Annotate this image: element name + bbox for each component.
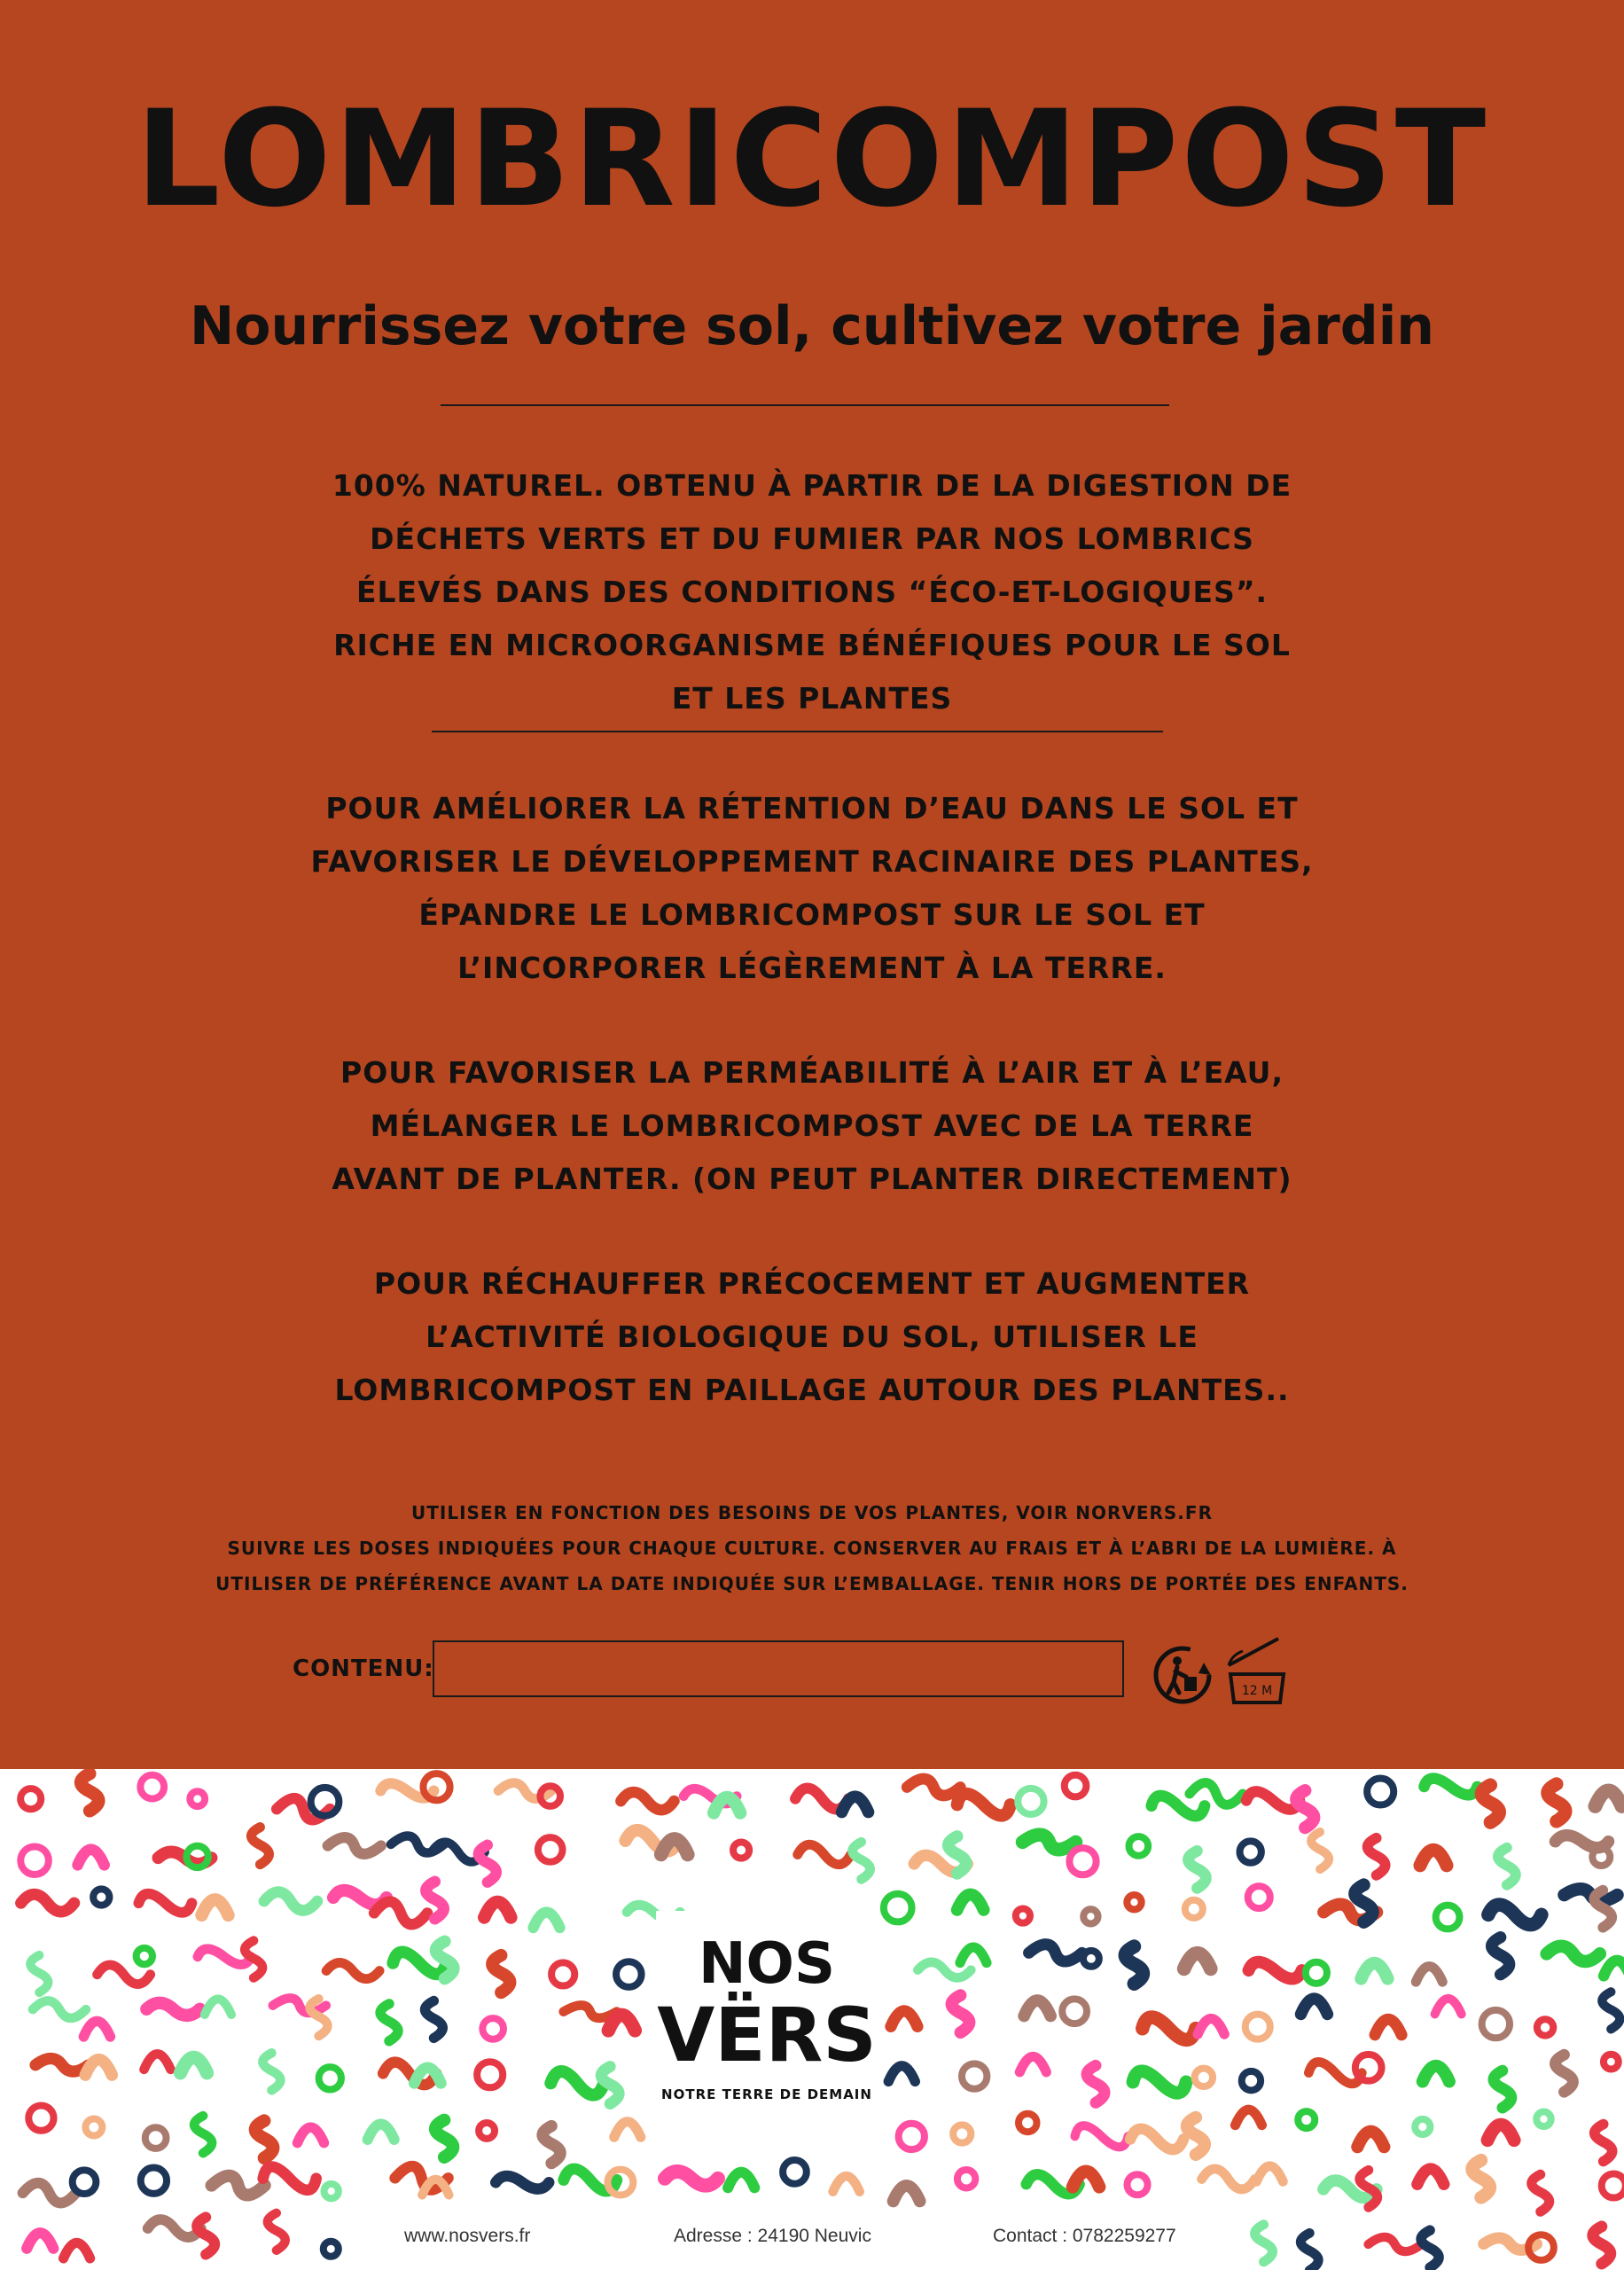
worm-shape xyxy=(1242,2071,1261,2090)
worm-shape xyxy=(190,1791,205,1806)
worm-shape xyxy=(1357,2132,1384,2148)
worm-shape xyxy=(1602,2173,1624,2197)
worm-shape xyxy=(1602,1992,1620,2029)
worm-shape xyxy=(833,2176,860,2192)
worm-shape xyxy=(180,2057,207,2073)
worm-shape xyxy=(28,2105,53,2130)
usage-paragraph-1: POUR AMÉLIORER LA RÉTENTION D’EAU DANS LE SOL ET FAVORISER LE DÉVELOPPEMENT RACINAIRE DES PLANTES, ÉPANDRE LE LOMBRICOMPOST SUR LE SOL ET L’INCORPORER LÉGÈREMENT À LA TERRE. xyxy=(310,791,1314,985)
worm-shape xyxy=(1532,2174,1550,2211)
worm-shape xyxy=(324,2242,339,2257)
worm-shape xyxy=(957,1794,1011,1816)
worm-shape xyxy=(1492,1937,1510,1975)
worm-shape xyxy=(1195,2069,1213,2086)
worm-shape xyxy=(1595,2125,1612,2162)
logo-line-1: NOS xyxy=(698,1931,836,1997)
worm-shape xyxy=(1075,2125,1128,2147)
worm-shape xyxy=(1125,1946,1143,1984)
worm-shape xyxy=(1018,1789,1043,1814)
worm-shape xyxy=(1133,2071,1186,2093)
worm-shape xyxy=(1487,2125,1514,2141)
worm-shape xyxy=(534,1913,560,1929)
worm-shape xyxy=(1355,2055,1382,2081)
worm-shape xyxy=(1498,1848,1516,1885)
worm-shape xyxy=(1482,2010,1510,2038)
worm-shape xyxy=(1087,2065,1105,2102)
worm-shape xyxy=(194,2116,212,2153)
worm-shape xyxy=(1019,2056,1046,2072)
worm-shape xyxy=(1367,1778,1394,1804)
worm-shape xyxy=(1202,2169,1255,2189)
worm-shape xyxy=(20,1789,41,1809)
fine-print-line-2: SUIVRE LES DOSES INDIQUÉES POUR CHAQUE CULTURE. CONSERVER AU FRAIS ET À L’ABRI DE LA LUMIÈRE. À UTILISER DE PRÉFÉRENCE AVANT LA DATE INDIQUÉE SUR L’EMBALLAGE. TENIR HORS DE PORTÉE DES ENFANTS. xyxy=(215,1538,1409,1594)
worm-shape xyxy=(1069,1848,1096,1875)
worm-shape xyxy=(1604,1961,1624,1976)
worm-shape xyxy=(543,2126,560,2164)
worm-shape xyxy=(1595,1790,1621,1806)
worm-shape xyxy=(435,2120,453,2157)
usage-paragraph-3: POUR RÉCHAUFFER PRÉCOCEMENT ET AUGMENTER L’ACTIVITÉ BIOLOGIQUE DU SOL, UTILISER LE LOMBRICOMPOST EN PAILLAGE AUTOUR DES PLANTES.. xyxy=(334,1266,1290,1407)
worm-shape xyxy=(137,1948,152,1964)
worm-shape xyxy=(953,2125,971,2142)
worm-shape xyxy=(608,2015,635,2031)
worm-shape xyxy=(263,2167,316,2190)
worm-shape xyxy=(83,2021,110,2037)
worm-shape xyxy=(73,2170,97,2194)
worm-shape xyxy=(1023,1835,1076,1850)
worm-shape xyxy=(479,2123,495,2139)
footer-website: www.nosvers.fr xyxy=(399,2224,535,2249)
worm-shape xyxy=(798,1844,851,1864)
worm-shape xyxy=(842,1796,869,1812)
worm-shape xyxy=(264,1892,317,1911)
worm-shape xyxy=(665,2172,718,2186)
worm-shape xyxy=(1604,2055,1619,2070)
worm-shape xyxy=(960,1947,987,1963)
worm-shape xyxy=(140,1775,164,1799)
worm-shape xyxy=(951,1995,969,2032)
worm-shape xyxy=(93,1889,109,1905)
recycling-person-icon xyxy=(1151,1643,1214,1707)
worm-shape xyxy=(141,2168,167,2194)
worm-shape xyxy=(197,2217,215,2254)
worm-shape xyxy=(328,1837,381,1854)
logo-tagline: NOTRE TERRE DE DEMAIN xyxy=(661,2086,872,2102)
worm-shape xyxy=(1185,1900,1203,1918)
product-title: LOMBRICOMPOST xyxy=(135,82,1489,237)
fine-print-line-1: UTILISER EN FONCTION DES BESOINS DE VOS PLANTES, VOIR NORVERS.FR xyxy=(411,1502,1213,1523)
worm-shape xyxy=(1548,1784,1565,1821)
worm-shape xyxy=(1187,2117,1205,2155)
contenu-label: CONTENU: xyxy=(293,1656,434,1682)
worm-shape xyxy=(1555,2055,1573,2092)
worm-shape xyxy=(783,2160,807,2184)
worm-shape xyxy=(1435,1999,1462,2015)
worm-shape xyxy=(144,2054,170,2070)
worm-shape xyxy=(616,1961,642,1987)
worm-shape xyxy=(1494,2070,1511,2108)
worm-shape xyxy=(1128,2174,1148,2195)
worm-shape xyxy=(1592,1848,1610,1866)
worm-shape xyxy=(255,2121,273,2158)
worm-shape xyxy=(1472,2160,1490,2197)
worm-shape xyxy=(324,2184,339,2198)
worm-shape xyxy=(888,2066,915,2082)
worm-shape xyxy=(492,1955,510,1992)
worm-shape xyxy=(186,1846,207,1867)
worm-shape xyxy=(1016,1908,1030,1922)
worm-shape xyxy=(138,1894,191,1913)
worm-shape xyxy=(98,1965,151,1984)
nosvers-logo xyxy=(656,1911,878,2115)
worm-shape xyxy=(85,2119,102,2136)
worm-shape xyxy=(894,2186,920,2202)
worm-shape xyxy=(484,1902,511,1918)
worm-shape xyxy=(1298,2111,1315,2128)
worm-shape xyxy=(1248,1962,1301,1979)
worm-shape xyxy=(538,1837,563,1862)
worm-shape xyxy=(1130,2129,1183,2149)
worm-shape xyxy=(262,2053,280,2090)
worm-shape xyxy=(1235,2110,1261,2125)
worm-shape xyxy=(1417,2169,1444,2185)
worm-shape xyxy=(1024,2000,1050,2016)
worm-shape xyxy=(1306,1962,1327,1984)
worm-shape xyxy=(27,2233,53,2249)
worm-shape xyxy=(1255,2225,1273,2262)
worm-shape xyxy=(35,2059,89,2072)
worm-shape xyxy=(78,1850,105,1866)
open-jar-12m-icon xyxy=(1223,1630,1291,1708)
divider-middle xyxy=(432,731,1163,732)
worm-shape xyxy=(1256,2166,1283,2182)
worm-shape xyxy=(1152,1796,1205,1816)
worm-shape xyxy=(1361,1963,1387,1979)
pao-label: 12 M xyxy=(1241,1684,1273,1698)
worm-shape xyxy=(1368,1838,1386,1875)
worm-shape xyxy=(85,2060,112,2076)
worm-shape xyxy=(496,2176,549,2189)
worm-shape xyxy=(245,1941,262,1978)
worm-shape xyxy=(1184,1953,1211,1969)
worm-shape xyxy=(1436,1906,1460,1930)
worm-shape xyxy=(205,1999,231,2015)
worm-shape xyxy=(1062,1999,1087,2023)
worm-shape xyxy=(733,1842,749,1858)
worm-shape xyxy=(1190,1783,1243,1805)
worm-shape xyxy=(551,1962,574,1985)
worm-shape xyxy=(1547,1946,1600,1961)
logo-line-2: VËRS xyxy=(657,1992,877,2078)
worm-shape xyxy=(23,2183,76,2203)
worm-shape xyxy=(1369,2237,1422,2251)
worm-shape xyxy=(621,1792,674,1810)
worm-shape xyxy=(212,2176,265,2196)
worm-shape xyxy=(1416,1967,1442,1983)
worm-shape xyxy=(1375,2019,1401,2035)
worm-shape xyxy=(1129,1836,1149,1856)
worm-shape xyxy=(1415,2119,1430,2134)
worm-shape xyxy=(962,2063,987,2088)
worm-shape xyxy=(1420,1850,1447,1866)
worm-shape xyxy=(1296,1790,1314,1828)
worm-shape xyxy=(1593,2227,1611,2264)
worm-shape xyxy=(1198,2019,1224,2035)
worm-shape xyxy=(1536,2112,1551,2127)
worm-shape xyxy=(268,2213,285,2250)
worm-shape xyxy=(1537,2019,1553,2035)
worm-shape xyxy=(891,2011,917,2027)
worm-shape xyxy=(957,1894,984,1910)
worm-shape xyxy=(899,2124,925,2149)
worm-shape xyxy=(30,1955,48,1992)
worm-shape xyxy=(1029,1945,1082,1961)
worm-shape xyxy=(479,1845,496,1883)
worm-shape xyxy=(1424,1779,1477,1796)
worm-shape xyxy=(33,2000,86,2018)
worm-shape xyxy=(202,1899,229,1915)
worm-shape xyxy=(374,1901,427,1924)
contenu-field xyxy=(433,1640,1124,1697)
worm-shape xyxy=(20,1846,49,1875)
worm-shape xyxy=(1248,1886,1270,1908)
worm-shape xyxy=(145,2127,167,2149)
worm-shape xyxy=(1083,1909,1097,1923)
worm-shape xyxy=(482,2018,504,2039)
worm-shape xyxy=(853,1842,871,1879)
footer-address: Adresse : 24190 Neuvic xyxy=(668,2224,877,2249)
worm-shape xyxy=(1311,1832,1329,1869)
worm-shape xyxy=(1245,2015,1270,2039)
worm-shape xyxy=(1127,1895,1141,1909)
worm-shape xyxy=(326,1962,379,1978)
worm-shape xyxy=(1073,2172,1099,2188)
worm-shape xyxy=(1019,2114,1036,2132)
worm-shape xyxy=(21,1894,74,1912)
worm-shape xyxy=(297,2127,324,2143)
worm-shape xyxy=(1065,1775,1087,1797)
worm-shape xyxy=(728,2172,754,2188)
worm-shape xyxy=(1481,1785,1499,1822)
worm-shape xyxy=(1300,2233,1318,2270)
worm-shape xyxy=(1421,2230,1439,2267)
worm-shape xyxy=(884,1894,912,1922)
footer-contact: Contact : 0782259277 xyxy=(988,2224,1182,2249)
worm-shape xyxy=(1300,1999,1327,2015)
worm-shape xyxy=(81,1773,98,1811)
worm-shape xyxy=(368,2124,394,2140)
worm-shape xyxy=(146,2003,199,2016)
worm-shape xyxy=(319,2067,341,2089)
worm-shape xyxy=(1188,1851,1206,1888)
worm-shape xyxy=(957,2170,975,2188)
usage-paragraph-2: POUR FAVORISER LA PERMÉABILITÉ À L’AIR ET À L’EAU, MÉLANGER LE LOMBRICOMPOST AVEC DE LA TERRE AVANT DE PLANTER. (ON PEUT PLANTER DIRECTEMENT) xyxy=(332,1055,1292,1196)
product-description: 100% NATUREL. OBTENU À PARTIR DE LA DIGESTION DE DÉCHETS VERTS ET DU FUMIER PAR NOS LOMBRICS ÉLEVÉS DANS DES CONDITIONS “ÉCO-ET-LOGIQUES”. RICHE EN MICROORGANISME BÉNÉFIQUES POUR LE SOL ET LES PLANTES xyxy=(332,468,1292,716)
worm-shape xyxy=(1143,2017,1196,2039)
worm-shape xyxy=(1423,2066,1449,2082)
worm-shape xyxy=(1083,1951,1099,1967)
worm-shape xyxy=(251,1828,269,1865)
worm-shape xyxy=(907,1779,960,1796)
worm-shape xyxy=(1240,1841,1261,1862)
divider-top xyxy=(441,404,1169,406)
worm-shape xyxy=(614,2122,641,2138)
worm-shape xyxy=(1488,1905,1542,1925)
product-subtitle: Nourrissez votre sol, cultivez votre jardin xyxy=(190,295,1434,357)
worm-shape xyxy=(425,2000,442,2038)
worm-shape xyxy=(380,2004,398,2041)
worm-shape xyxy=(477,2062,503,2087)
worm-shape xyxy=(601,2067,619,2104)
worm-shape xyxy=(64,2243,90,2258)
